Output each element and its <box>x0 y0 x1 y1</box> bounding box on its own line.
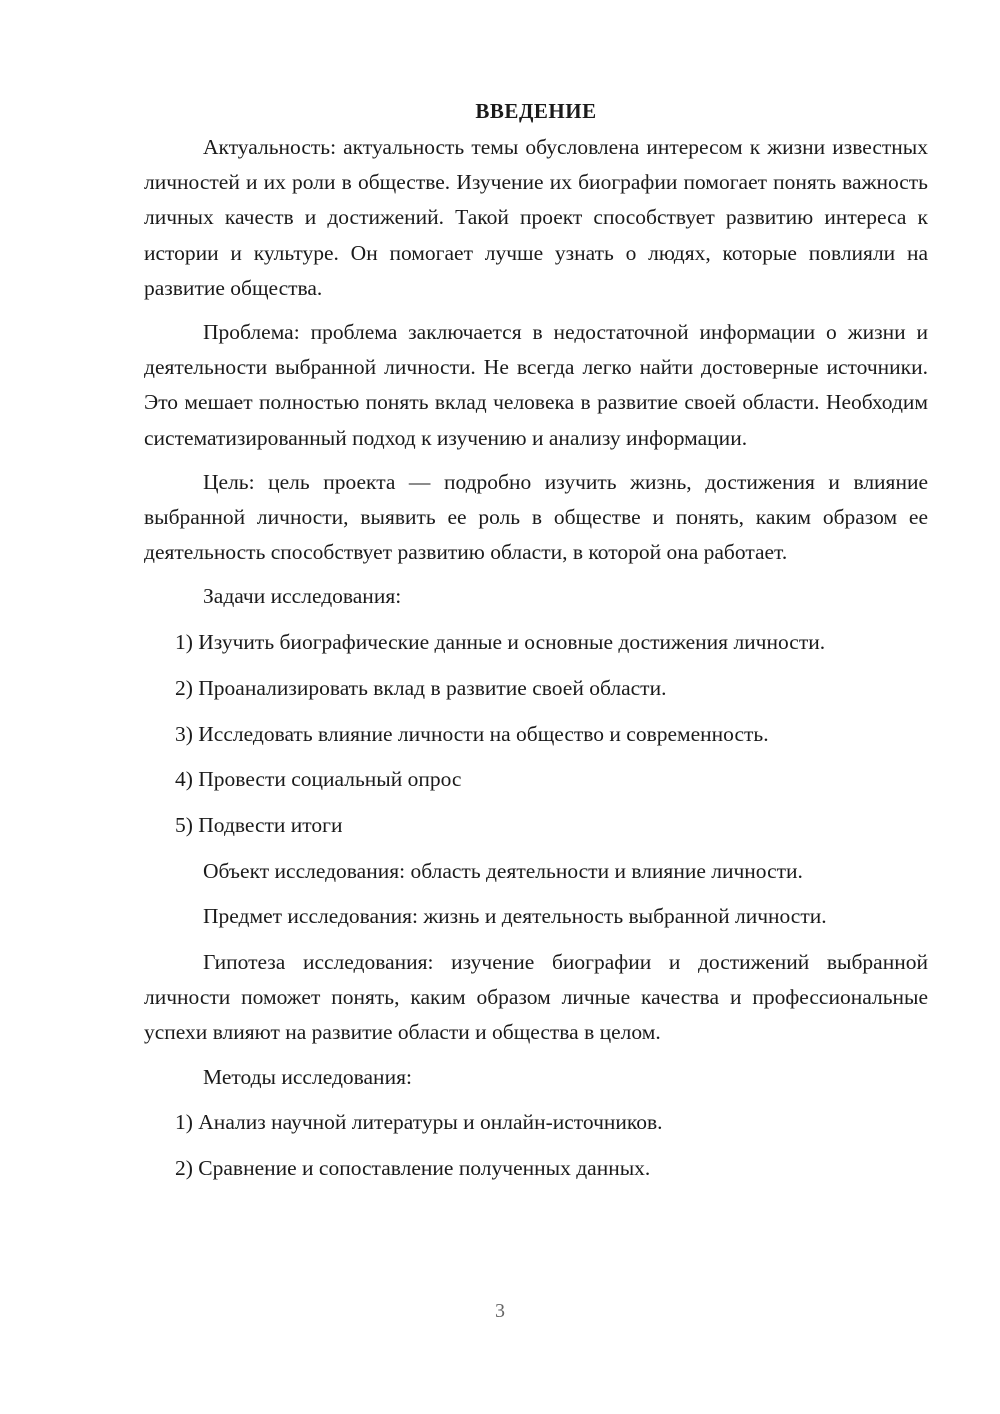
task-item-4: 4) Провести социальный опрос <box>175 767 462 792</box>
method-item-1: 1) Анализ научной литературы и онлайн-источников. <box>175 1110 663 1135</box>
relevance-paragraph: Актуальность: актуальность темы обусловлена интересом к жизни известных личностей и их роли в обществе. Изучение их биографии помогает понять важность личных качеств и достижений. Такой проект способствует развитию интереса к истории и культуре. Он помогает лучше узнать о людях, которые повлияли на развитие общества. <box>144 135 928 300</box>
goal-paragraph: Цель: цель проекта — подробно изучить жизнь, достижения и влияние выбранной личности, выявить ее роль в обществе и понять, каким образом ее деятельность способствует развитию области, в которой она работает. <box>144 469 928 565</box>
task-item-3: 3) Исследовать влияние личности на общество и современность. <box>175 721 769 746</box>
object-line: Объект исследования: область деятельности и влияние личности. <box>203 858 803 883</box>
problem-paragraph: Проблема: проблема заключается в недостаточной информации о жизни и деятельности выбранной личности. Не всегда легко найти достоверные источники. Это мешает полностью понять вклад человека в развитие своей области. Необходим систематизированный подход к изучению и анализу информации. <box>144 320 928 450</box>
task-item-1: 1) Изучить биографические данные и основные достижения личности. <box>175 630 826 655</box>
tasks-list <box>144 625 928 843</box>
subject-line: Предмет исследования: жизнь и деятельность выбранной личности. <box>203 904 827 929</box>
hypothesis-paragraph: Гипотеза исследования: изучение биографии и достижений выбранной личности поможет понять, каким образом личные качества и профессиональные успехи влияют на развитие области и общества в целом. <box>144 950 928 1045</box>
page-number: 3 <box>495 1300 505 1322</box>
tasks-heading: Задачи исследования: <box>203 584 402 609</box>
task-item-5: 5) Подвести итоги <box>175 812 343 837</box>
method-item-2: 2) Сравнение и сопоставление полученных данных. <box>175 1156 651 1181</box>
task-item-2: 2) Проанализировать вклад в развитие своей области. <box>175 675 667 700</box>
document-page <box>144 96 928 1197</box>
section-title: ВВЕДЕНИЕ <box>475 99 597 123</box>
methods-list <box>144 1105 928 1186</box>
methods-heading: Методы исследования: <box>203 1064 412 1089</box>
